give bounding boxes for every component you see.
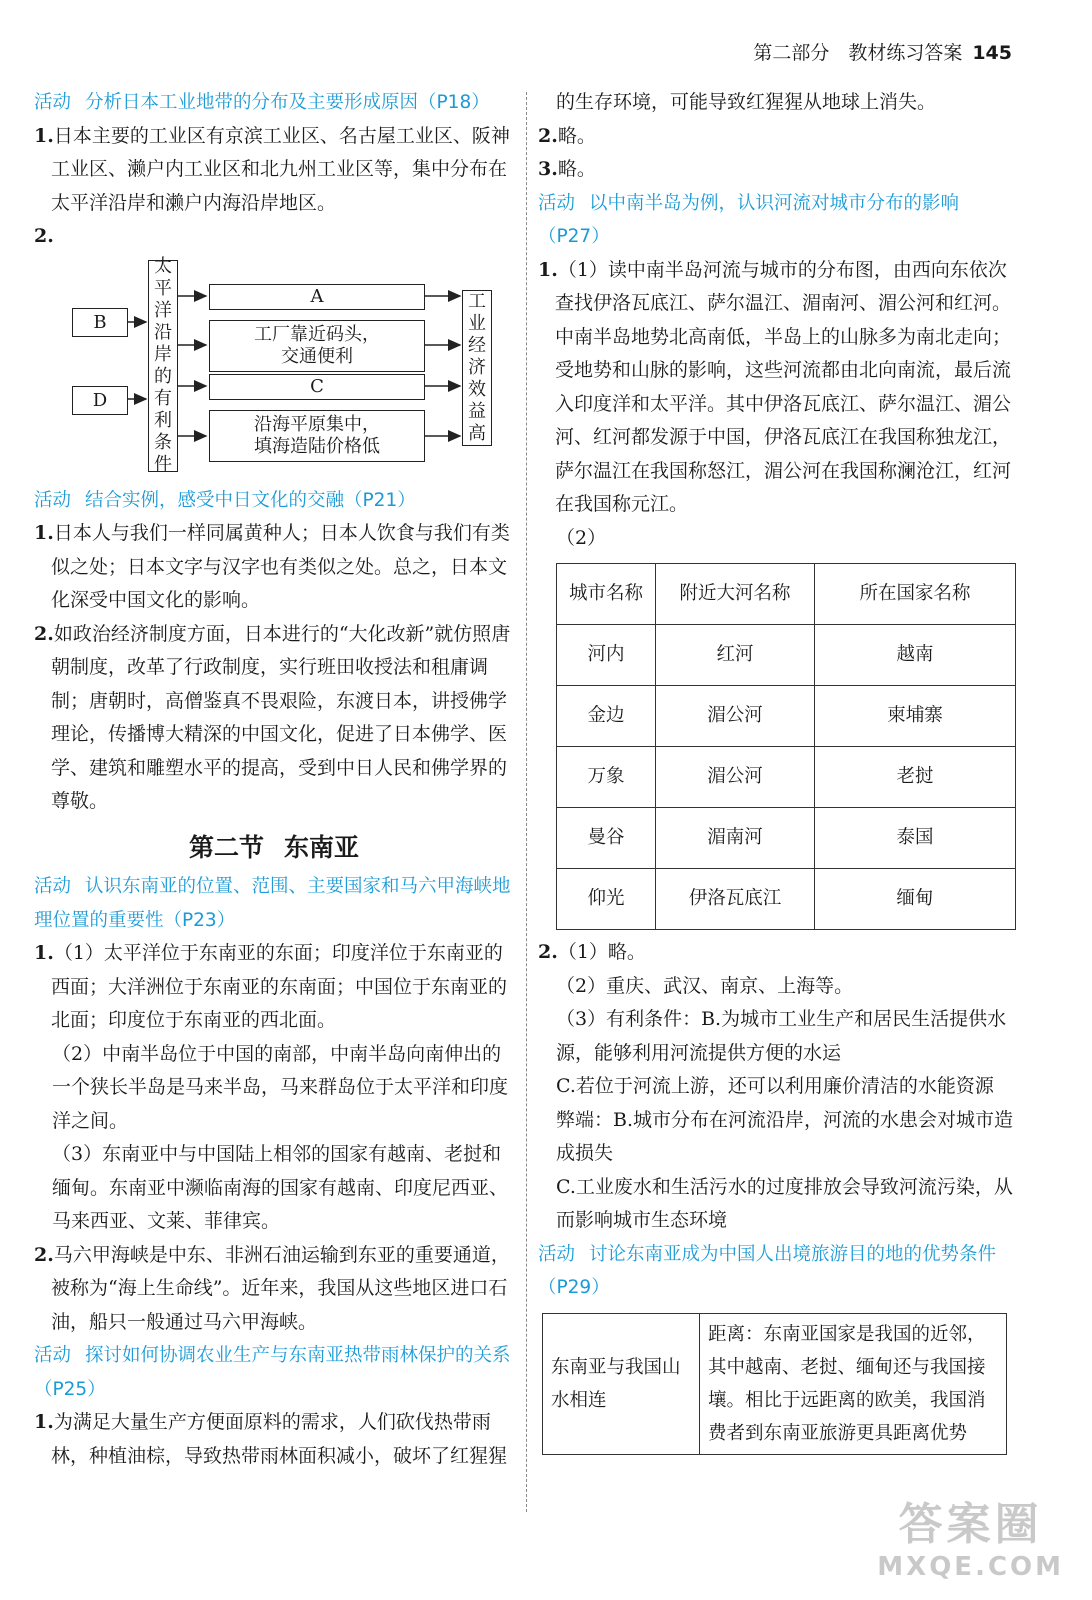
box-center-vertical: 太 平 洋 沿 岸 的 有 利 条 件 [148, 260, 178, 472]
activity-heading: 活动 探讨如何协调农业生产与东南亚热带雨林保护的关系（P25） [34, 1345, 511, 1400]
answer-item: 2. [34, 225, 54, 247]
watermark-url: MXQE.COM [877, 1552, 1064, 1582]
answer-subitem: （3）东南亚中与中国陆上相邻的国家有越南、老挝和缅甸。东南亚中濒临南海的国家有越南、印度尼西亚、马来西亚、文莱、菲律宾。 [52, 1143, 509, 1232]
answer-item: 1.（1）读中南半岛河流与城市的分布图，由西向东依次查找伊洛瓦底江、萨尔温江、湄南河、湄公河和红河。中南半岛地势北高南低，半岛上的山脉多为南北走向；受地势和山脉的影响，这些河流都由北向南流，最后流入印度洋和太平洋。其中伊洛瓦底江、萨尔温江、湄公河、红河都发源于中国，伊洛瓦底江在我国称独龙江，萨尔温江在我国称怒江，湄公河在我国称澜沧江，红河在我国称元江。 [538, 258, 1012, 515]
answer-subitem: C.工业废水和生活污水的过度排放会导致河流污染，从而影响城市生态环境 [556, 1175, 1013, 1231]
table-header: 所在国家名称 [815, 564, 1016, 625]
activity-heading: 活动 以中南半岛为例，认识河流对城市分布的影响（P27） [538, 192, 960, 247]
answer-item: 2.马六甲海峡是中东、非洲石油运输到东亚的重要通道，被称为“海上生命线”。近年来，我国从这些地区进口石油，船只一般通过马六甲海峡。 [34, 1243, 510, 1333]
answer-item: 1.日本主要的工业区有京滨工业区、名古屋工业区、阪神工业区、濑户内工业区和北九州工业区等，集中分布在太平洋沿岸和濑户内海沿岸地区。 [34, 124, 510, 214]
table-header: 附近大河名称 [656, 564, 815, 625]
table-row [543, 1313, 1007, 1454]
table-cell: 河内 [557, 625, 656, 686]
table-row [557, 686, 1016, 747]
right-column [538, 86, 1018, 1455]
table-cell: 距离：东南亚国家是我国的近邻，其中越南、老挝、缅甸还与我国接壤。相比于远距离的欧美，我国消费者到东南亚旅游更具距离优势 [700, 1313, 1007, 1454]
table-cell: 红河 [656, 625, 815, 686]
watermark-logo-text: 答案圈 [898, 1499, 1043, 1550]
answer-item: 3.略。 [538, 158, 596, 180]
table-cell: 老挝 [815, 747, 1016, 808]
table-row [557, 747, 1016, 808]
table-cell: 柬埔寨 [815, 686, 1016, 747]
table-cell: 湄公河 [656, 747, 815, 808]
table-cell: 东南亚与我国山水相连 [543, 1313, 700, 1454]
city-river-table [556, 563, 1016, 930]
box-b: B [72, 308, 128, 337]
table-cell: 伊洛瓦底江 [656, 869, 815, 930]
answer-subitem: （2）重庆、武汉、南京、上海等。 [556, 974, 854, 997]
answer-item: 1.为满足大量生产方便面原料的需求，人们砍伐热带雨林，种植油棕，导致热带雨林面积减小，破坏了红猩猩 [34, 1411, 508, 1467]
box-a: A [209, 284, 425, 310]
answer-item: 1.（1）太平洋位于东南亚的东面；印度洋位于东南亚的西面；大洋洲位于东南亚的东南面；中国位于东南亚的北面；印度位于东南亚的西北面。 [34, 942, 508, 1031]
activity-heading: 活动 认识东南亚的位置、范围、主要国家和马六甲海峡地理位置的重要性（P23） [34, 876, 511, 931]
column-divider [526, 92, 527, 1512]
answer-item: 2.（1）略。 [538, 941, 646, 963]
table-cell: 湄公河 [656, 686, 815, 747]
box-transport: 工厂靠近码头， 交通便利 [209, 320, 425, 372]
table-row [557, 808, 1016, 869]
box-plain: 沿海平原集中， 填海造陆价格低 [209, 410, 425, 462]
answer-item: 2.如政治经济制度方面，日本进行的“大化改新”就仿照唐朝制度，改革了行政制度，实行班田收授法和租庸调制；唐朝时，高僧鉴真不畏艰险，东渡日本，讲授佛学理论，传播博大精深的中国文化，促进了日本佛学、医学、建筑和雕塑水平的提高，受到中日人民和佛学界的尊敬。 [34, 622, 511, 812]
table-cell: 越南 [815, 625, 1016, 686]
table-cell: 湄南河 [656, 808, 815, 869]
answer-subitem: （3）有利条件：B.为城市工业生产和居民生活提供水源，能够利用河流提供方便的水运 [556, 1008, 1007, 1064]
activity-heading: 活动 讨论东南亚成为中国人出境旅游目的地的优势条件（P29） [538, 1243, 997, 1298]
continued-text: 的生存环境，可能导致红猩猩从地球上消失。 [556, 91, 937, 113]
left-column [34, 86, 514, 1473]
box-c: C [209, 374, 425, 400]
tourism-advantage-table [542, 1313, 1007, 1455]
answer-subitem: 弊端：B.城市分布在河流沿岸，河流的水患会对城市造成损失 [556, 1108, 1014, 1164]
table-cell: 万象 [557, 747, 656, 808]
answer-subitem: C.若位于河流上游，还可以利用廉价清洁的水能资源 [556, 1075, 994, 1097]
answer-subitem: （2）中南半岛位于中国的南部，中南半岛向南伸出的一个狭长半岛是马来半岛，马来群岛位于太平洋和印度洋之间。 [52, 1042, 509, 1132]
header-title: 第二部分 教材练习答案 [753, 42, 963, 64]
section-title: 第二节 东南亚 [188, 832, 360, 862]
box-d: D [72, 386, 128, 415]
industry-diagram [34, 255, 504, 476]
table-header: 城市名称 [557, 564, 656, 625]
table-cell: 曼谷 [557, 808, 656, 869]
table-cell: 泰国 [815, 808, 1016, 869]
activity-heading: 活动 结合实例，感受中日文化的交融（P21） [34, 489, 416, 511]
table-cell: 缅甸 [815, 869, 1016, 930]
table-row [557, 869, 1016, 930]
answer-item: 1.日本人与我们一样同属黄种人；日本人饮食与我们有类似之处；日本文字与汉字也有类似之处。总之，日本文化深受中国文化的影响。 [34, 522, 510, 611]
page-header [753, 38, 1012, 65]
table-header-row [557, 564, 1016, 625]
answer-subitem: （2） [556, 526, 607, 549]
table-cell: 金边 [557, 686, 656, 747]
activity-heading: 活动 分析日本工业地带的分布及主要形成原因（P18） [34, 92, 490, 113]
watermark [877, 1488, 1064, 1582]
box-right-vertical: 工 业 经 济 效 益 高 [462, 290, 492, 446]
answer-item: 2.略。 [538, 124, 596, 147]
page-number: 145 [972, 42, 1012, 64]
table-row [557, 625, 1016, 686]
table-cell: 仰光 [557, 869, 656, 930]
